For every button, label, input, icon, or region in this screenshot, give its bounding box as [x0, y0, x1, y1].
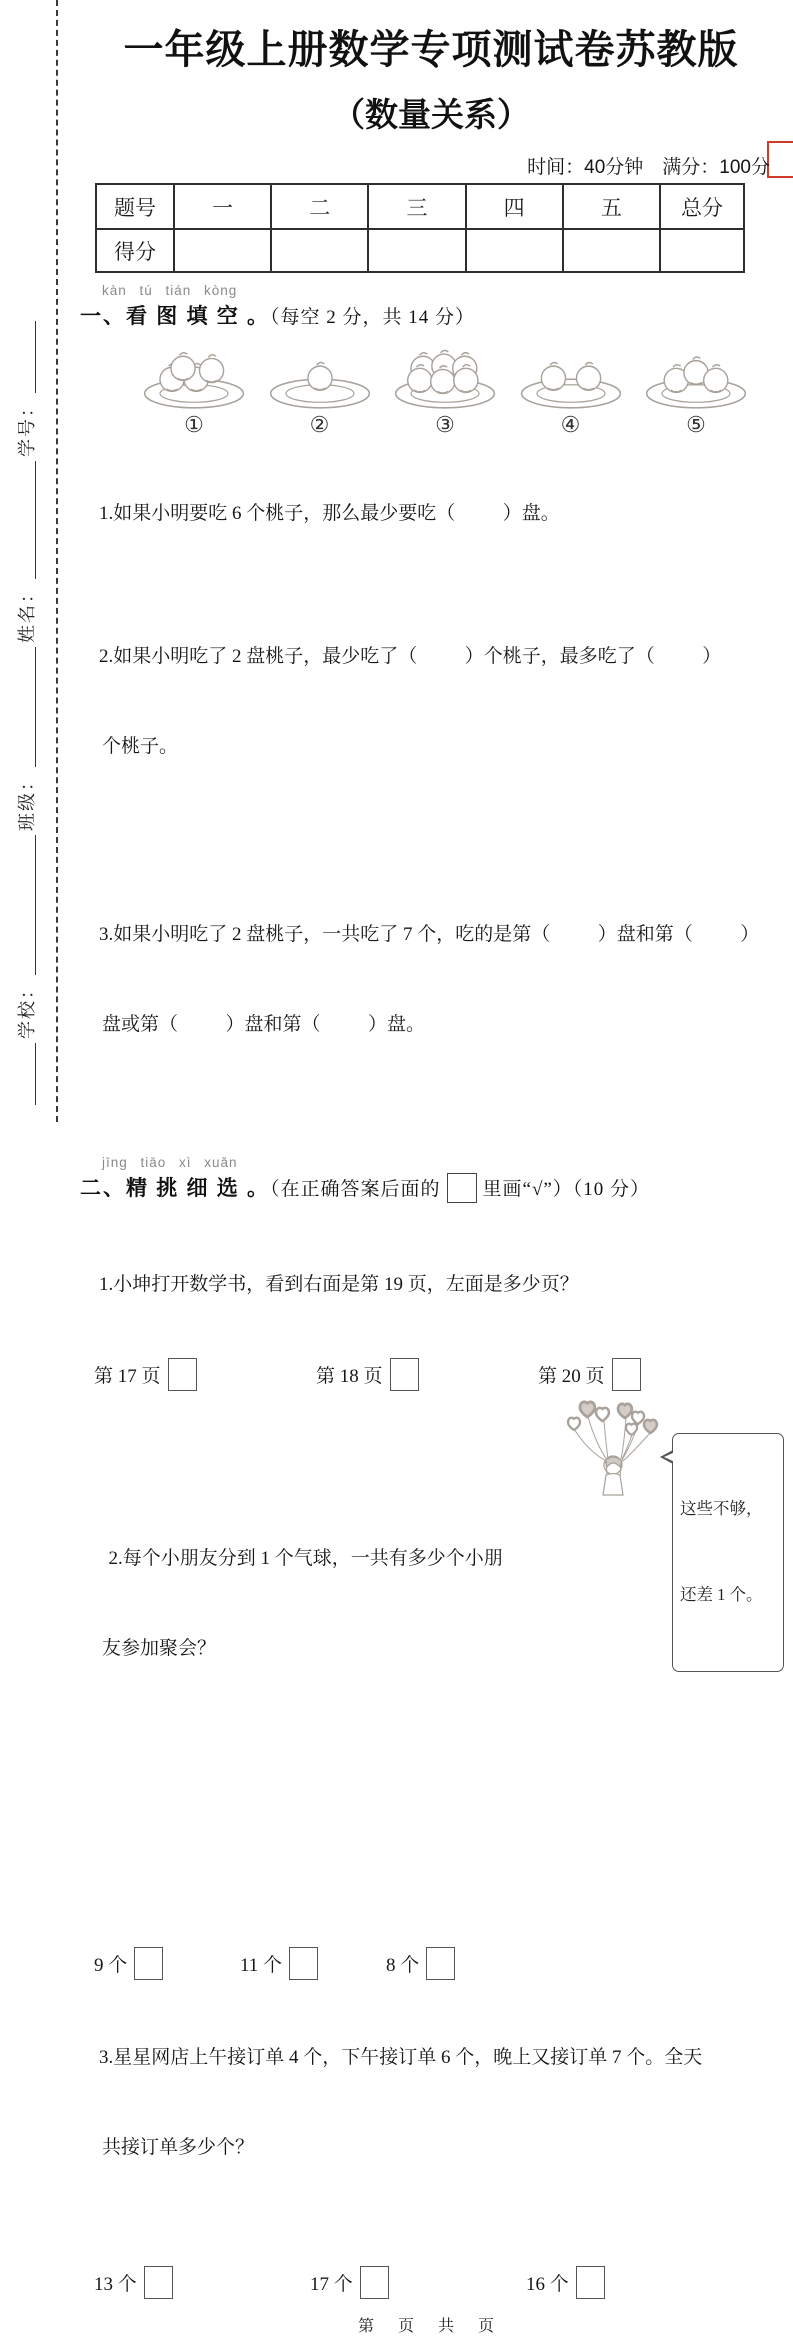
section1-title: 一、看 图 填 空 。 [80, 304, 270, 328]
time-score-info: 时间：40分钟 满分：100分 [527, 157, 770, 178]
option-page18 [316, 1358, 538, 1391]
question-s1-1 [80, 446, 782, 581]
plate-number-label: ① [184, 412, 204, 437]
question-s2-2 [80, 1401, 782, 1941]
option-label: 第 20 页 [538, 1366, 605, 1387]
question-text: 3.星星网店上午接订单 4 个，下午接订单 6 个，晚上又接订单 7 个。全天 [99, 2047, 703, 2068]
option-label: 9 个 [94, 1955, 128, 1976]
score-table-header-cell: 总分 [660, 184, 744, 229]
option-9 [94, 1947, 240, 1980]
page-subtitle: （数量关系） [332, 96, 530, 133]
score-input-cell[interactable] [466, 229, 563, 272]
option-label: 8 个 [386, 1955, 420, 1976]
tick-box[interactable] [289, 1947, 318, 1980]
balloon-kid-illustration [566, 1399, 662, 1499]
question-text: 1.如果小明要吃 6 个桃子，那么最少要吃（ ）盘。 [99, 503, 560, 524]
peach-plate-drawing [390, 342, 500, 410]
section2-note-prefix: （在正确答案后面的 [270, 1179, 441, 1200]
options-row-s2q1 [94, 1358, 782, 1391]
option-17 [310, 2266, 526, 2299]
question-text: 盘或第（ ）盘和第（ ）盘。 [102, 1014, 426, 1035]
plate-figure-4 [515, 342, 627, 438]
student-info-sidebar [4, 150, 50, 1105]
option-label: 第 17 页 [94, 1366, 161, 1387]
peach-plate-drawing [265, 342, 375, 410]
question-text: 3.如果小明吃了 2 盘桃子，一共吃了 7 个，吃的是第（ ）盘和第（ ） [99, 924, 760, 945]
plate-number-label: ⑤ [686, 412, 706, 437]
school-write-line[interactable] [16, 1043, 36, 1105]
score-table-header-cell: 三 [368, 184, 465, 229]
score-table-header-cell: 题号 [96, 184, 174, 229]
top-write-line[interactable] [16, 321, 36, 393]
option-label: 13 个 [94, 2274, 137, 2295]
score-input-cell[interactable] [660, 229, 744, 272]
tick-box[interactable] [576, 2266, 605, 2299]
question-text: 个桃子。 [102, 736, 179, 757]
option-11 [240, 1947, 386, 1980]
student-id-label: 学号： [17, 397, 37, 457]
score-table-header-cell: 四 [466, 184, 563, 229]
plate-number-label: ③ [435, 412, 455, 437]
score-input-cell[interactable] [174, 229, 271, 272]
tick-box[interactable] [144, 2266, 173, 2299]
option-label: 16 个 [526, 2274, 569, 2295]
section1-heading [80, 300, 782, 330]
score-table-header-cell: 五 [563, 184, 660, 229]
speech-bubble-line: 还差 1 个。 [680, 1585, 763, 1605]
score-table [95, 183, 745, 273]
options-row-s2q3 [94, 2266, 782, 2299]
tick-box[interactable] [390, 1358, 419, 1391]
option-8 [386, 1947, 532, 1980]
section1-pinyin: kàn tú tián kòng [102, 283, 238, 298]
plate-figure-3 [389, 342, 501, 438]
speech-bubble-line: 这些不够， [680, 1498, 763, 1518]
tick-box[interactable] [360, 2266, 389, 2299]
page-footer: 第 页 共 页 [357, 2318, 504, 2335]
section2-note-suffix: 里画“√”）（10 分） [482, 1179, 651, 1200]
score-label-cell: 得分 [96, 229, 174, 272]
question-text: 2.每个小朋友分到 1 个气球，一共有多少个小朋 [108, 1548, 503, 1569]
school-label: 学校： [17, 979, 37, 1039]
tick-box[interactable] [426, 1947, 455, 1980]
question-text: 1.小坤打开数学书，看到右面是第 19 页，左面是多少页？ [99, 1274, 579, 1295]
tick-box[interactable] [168, 1358, 197, 1391]
class-label: 班级： [17, 771, 37, 831]
section2-pinyin: jīng tiāo xì xuǎn [102, 1155, 238, 1170]
option-page20 [538, 1358, 760, 1391]
peach-plate-drawing [516, 342, 626, 410]
fold-dashed-line [56, 0, 58, 1122]
tick-box[interactable] [134, 1947, 163, 1980]
name-write-line[interactable] [16, 647, 36, 767]
option-label: 17 个 [310, 2274, 353, 2295]
peach-plate-drawing [641, 342, 751, 410]
option-page17 [94, 1358, 316, 1391]
class-write-line[interactable] [16, 835, 36, 975]
option-label: 11 个 [240, 1955, 283, 1976]
question-s1-2 [80, 589, 782, 859]
plate-number-label: ② [309, 412, 330, 437]
answer-box-sample [447, 1173, 477, 1203]
speech-bubble [672, 1433, 784, 1672]
page-title: 一年级上册数学专项测试卷苏教版 [123, 28, 739, 72]
question-text: 共接订单多少个？ [102, 2137, 255, 2158]
section2-heading [80, 1172, 782, 1203]
section1-note: （每空 2 分，共 14 分） [270, 307, 476, 328]
question-text: 2.如果小明吃了 2 盘桃子，最少吃了（ ）个桃子，最多吃了（ ） [99, 646, 722, 667]
option-16 [526, 2266, 742, 2299]
score-table-header-cell: 一 [174, 184, 271, 229]
question-s2-3 [80, 1990, 782, 2260]
score-input-cell[interactable] [368, 229, 465, 272]
student-id-write-line[interactable] [16, 461, 36, 579]
plate-figure-5 [640, 342, 752, 438]
score-table-header-cell: 二 [271, 184, 368, 229]
options-row-s2q2 [94, 1947, 782, 1980]
plate-figure-1 [138, 342, 250, 438]
plate-figure-2 [264, 342, 376, 438]
option-label: 第 18 页 [316, 1366, 383, 1387]
name-label: 姓名： [17, 583, 37, 643]
exam-page [80, 18, 782, 2336]
question-text: 友参加聚会？ [102, 1638, 217, 1659]
peach-plate-drawing [139, 342, 249, 410]
question-s2-1 [80, 1217, 782, 1352]
option-13 [94, 2266, 310, 2299]
question-s1-3 [80, 867, 782, 1137]
plate-number-label: ④ [560, 412, 581, 437]
peach-plates-figure [138, 342, 752, 438]
tick-box[interactable] [612, 1358, 641, 1391]
score-input-cell[interactable] [271, 229, 368, 272]
score-input-cell[interactable] [563, 229, 660, 272]
section2-title: 二、精 挑 细 选 。 [80, 1176, 270, 1200]
